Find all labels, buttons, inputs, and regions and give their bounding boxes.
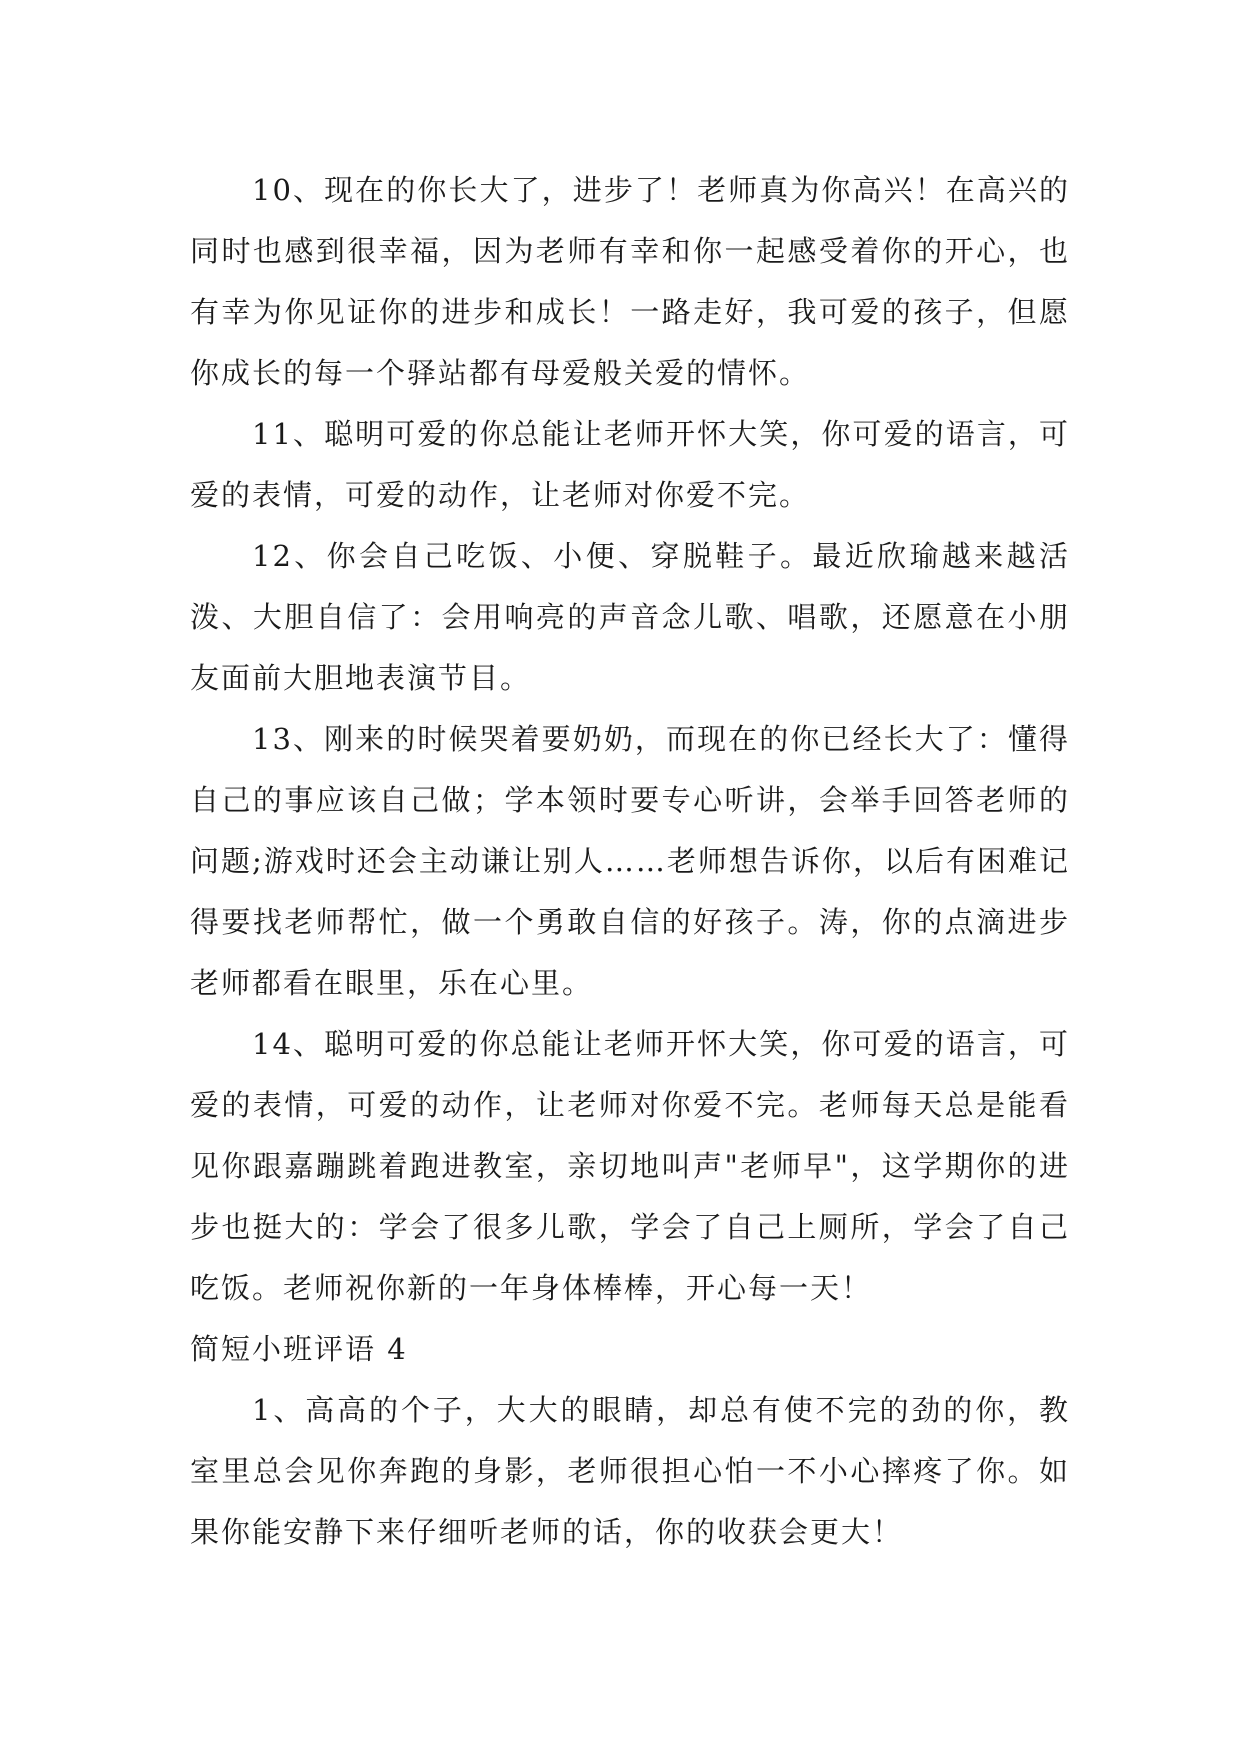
document-page (190, 160, 1070, 1563)
paragraph-13: 13、刚来的时候哭着要奶奶，而现在的你已经长大了：懂得自己的事应该自己做；学本领时要专心听讲，会举手回答老师的问题;游戏时还会主动谦让别人……老师想告诉你，以后有困难记得要找老师帮忙，做一个勇敢自信的好孩子。涛，你的点滴进步老师都看在眼里，乐在心里。 (190, 722, 1070, 1000)
paragraph-11: 11、聪明可爱的你总能让老师开怀大笑，你可爱的语言，可爱的表情，可爱的动作，让老师对你爱不完。 (190, 417, 1070, 512)
paragraph-14: 14、聪明可爱的你总能让老师开怀大笑，你可爱的语言，可爱的表情，可爱的动作，让老师对你爱不完。老师每天总是能看见你跟嘉蹦跳着跑进教室，亲切地叫声"老师早"，这学期你的进步也挺大的：学会了很多儿歌，学会了自己上厕所，学会了自己吃饭。老师祝你新的一年身体棒棒，开心每一天！ (190, 1027, 1070, 1305)
paragraph-10: 10、现在的你长大了，进步了！老师真为你高兴！在高兴的同时也感到很幸福，因为老师有幸和你一起感受着你的开心，也有幸为你见证你的进步和成长！一路走好，我可爱的孩子，但愿你成长的每一个驿站都有母爱般关爱的情怀。 (190, 173, 1070, 390)
section-heading: 简短小班评语 4 (190, 1332, 408, 1366)
paragraph-section4-1: 1、高高的个子，大大的眼睛，却总有使不完的劲的你，教室里总会见你奔跑的身影，老师很担心怕一不小心摔疼了你。如果你能安静下来仔细听老师的话，你的收获会更大！ (190, 1393, 1070, 1549)
paragraph-12: 12、你会自己吃饭、小便、穿脱鞋子。最近欣瑜越来越活泼、大胆自信了：会用响亮的声音念儿歌、唱歌，还愿意在小朋友面前大胆地表演节目。 (190, 539, 1070, 695)
